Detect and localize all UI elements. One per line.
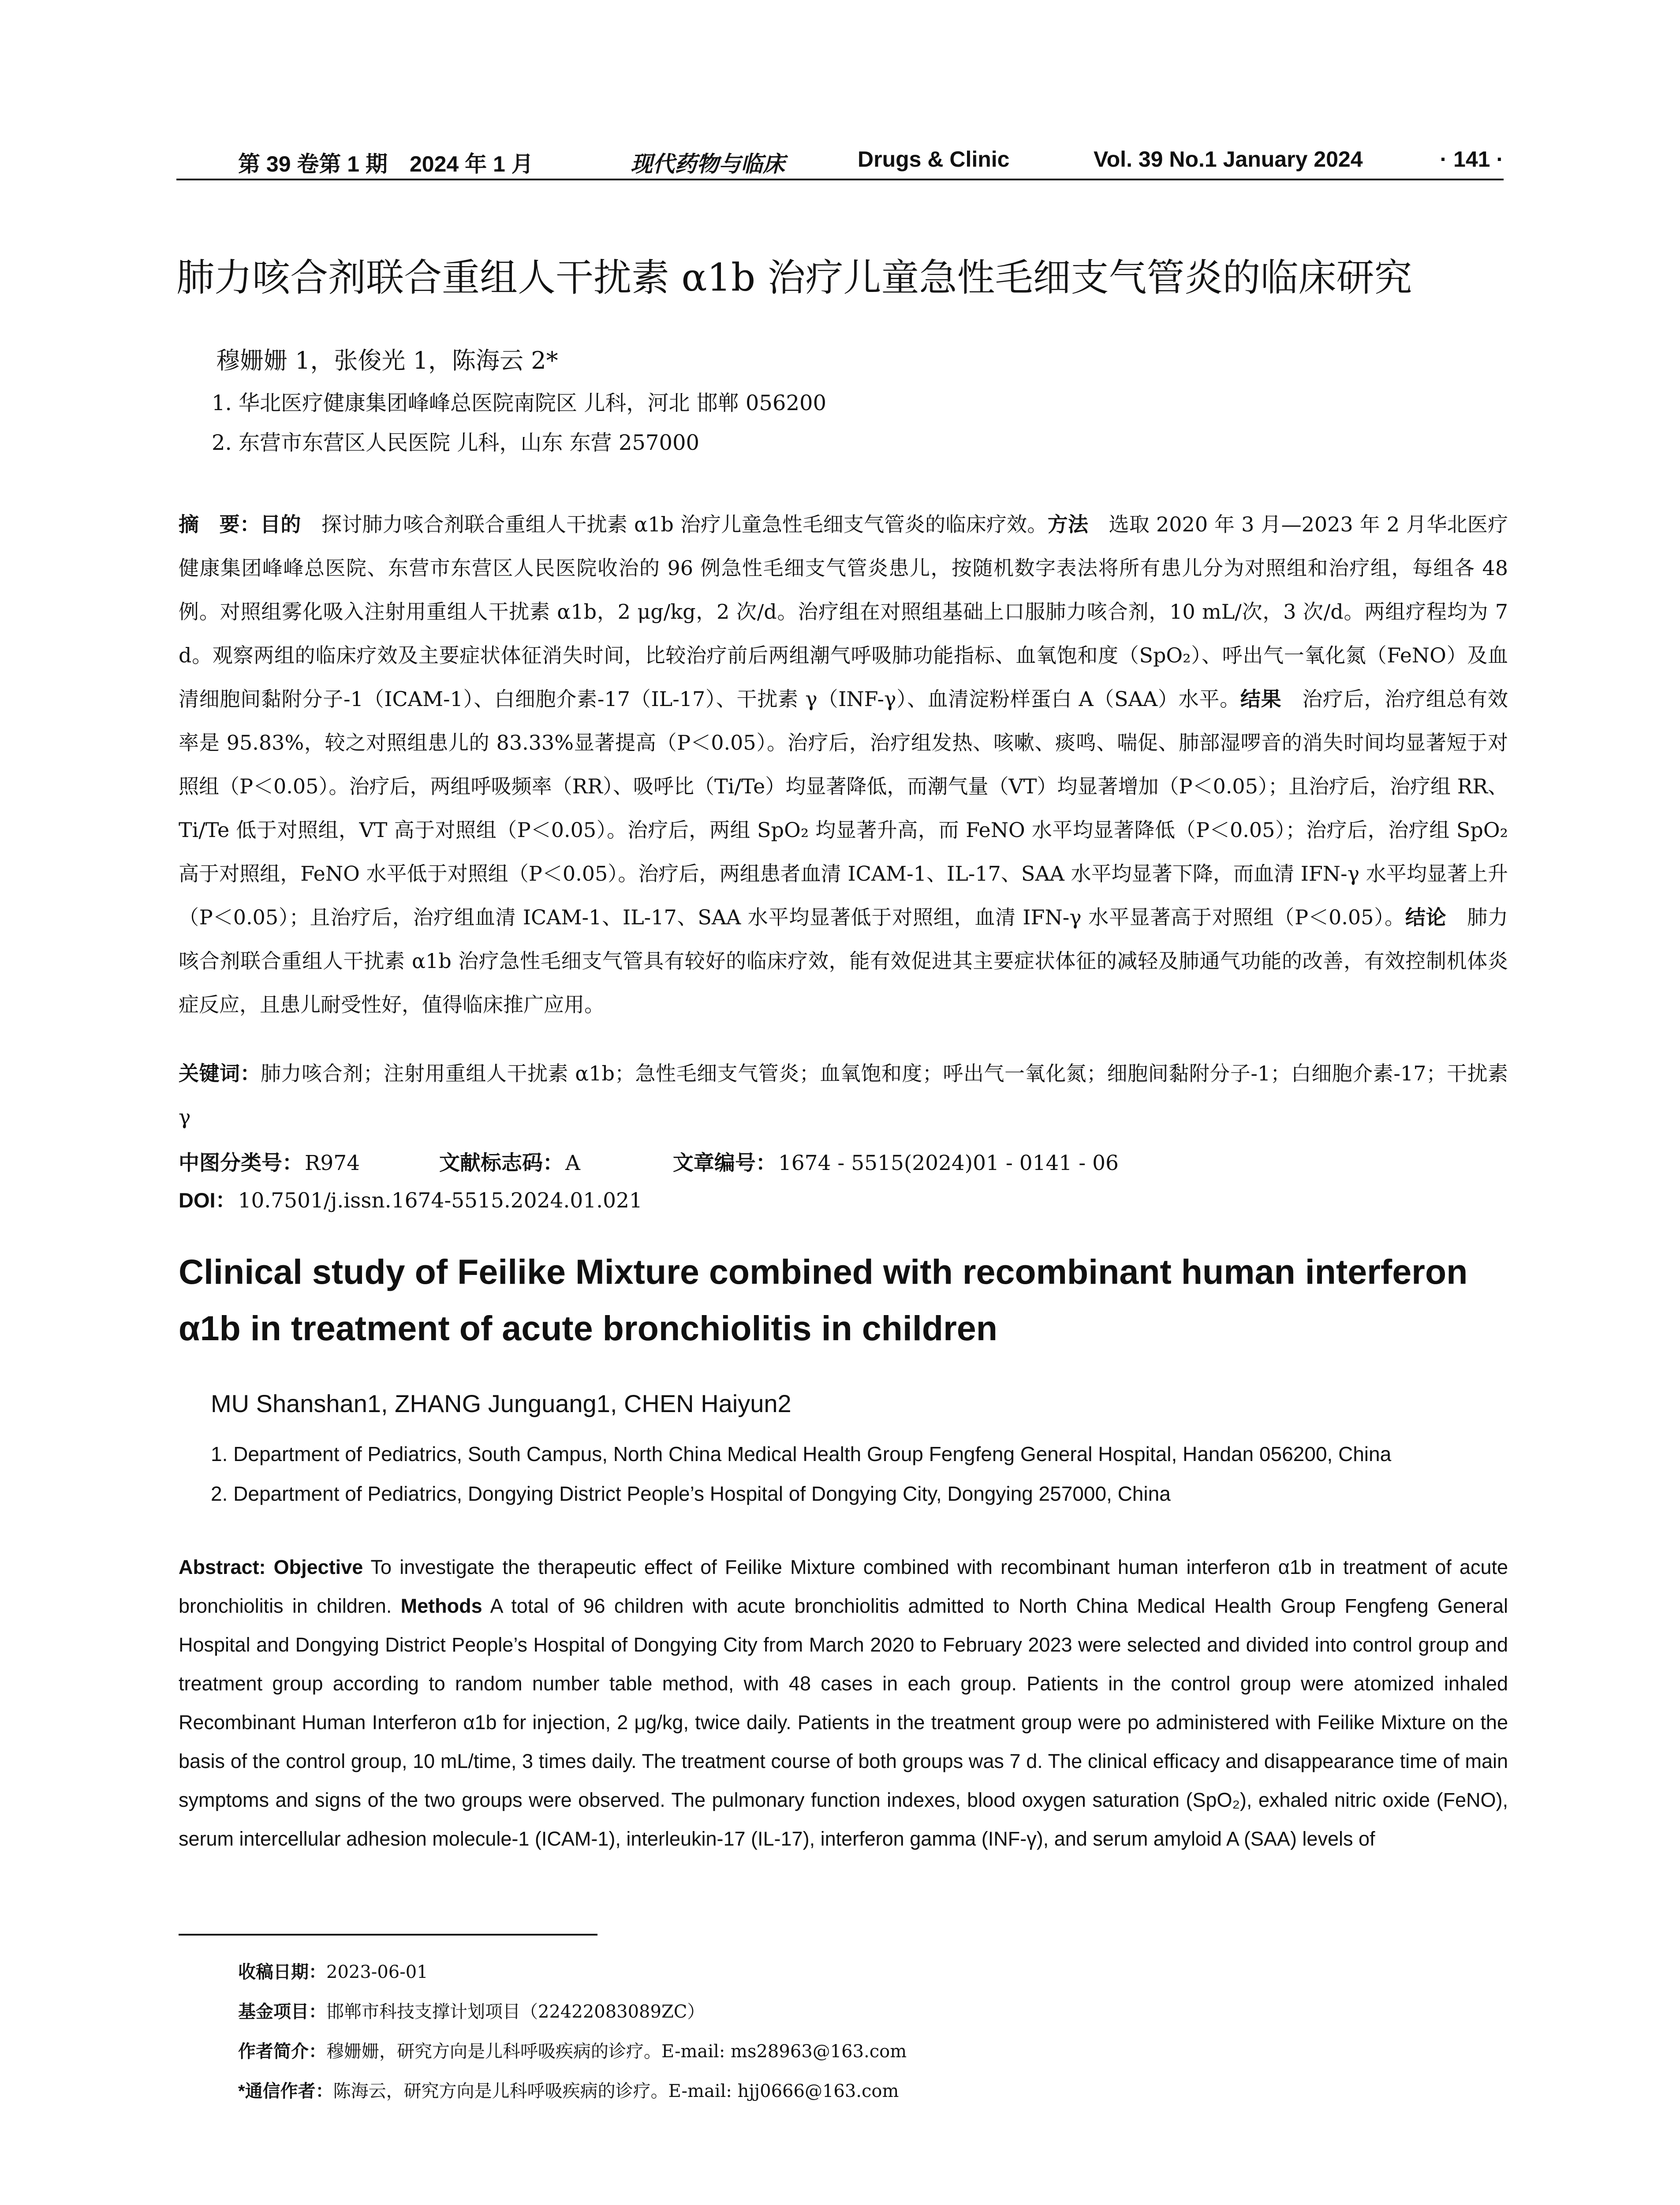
footnote-corresponding-label: *通信作者： — [238, 2082, 333, 2101]
doi-value: 10.7501/j.issn.1674-5515.2024.01.021 — [238, 1188, 642, 1213]
footnote-author-label: 作者简介： — [238, 2042, 326, 2061]
methods-en: A total of 96 children with acute bronchiolitis admitted to North China Medical Health Group Fengfeng General Hospital and Dongying District People’s Hospital of Dongying City from March 2020 to February 2023 were selected and divided into control group and treatment group according to random number table method, with 48 cases in each group. Patients in the control group were atomized inhaled Recombinant Human Interferon α1b for injection, 2 μg/kg, twice daily. Patients in the treatment group were po administered with Feilike Mixture on the basis of the control group, 10 mL/time, 3 times daily. The treatment course of both groups was 7 d. The clinical efficacy and disappearance time of main symptoms and signs of the two groups were observed. The pulmonary function indexes, blood oxygen saturation (SpO₂), exhaled nitric oxide (FeNO), serum intercellular adhesion molecule-1 (ICAM-1), interleukin-17 (IL-17), interferon gamma (INF-γ), and serum amyloid A (SAA) levels of — [179, 1595, 1508, 1850]
footnote-fund — [238, 1998, 705, 2023]
affiliation-en-2: 2. Department of Pediatrics, Dongying District People’s Hospital of Dongying City, Dongying 257000, China — [211, 1482, 1171, 1505]
authors-en: MU Shanshan1, ZHANG Junguang1, CHEN Haiyun2 — [211, 1390, 791, 1417]
clc-label: 中图分类号： — [179, 1151, 303, 1174]
abstract-cn-label: 摘 要： — [179, 513, 261, 536]
footnote-corresponding-text: 陈海云，研究方向是儿科呼吸疾病的诊疗。E-mail: hjj0666@163.com — [333, 2081, 899, 2101]
footnote-corresponding — [238, 2077, 899, 2102]
affiliation-en-1: 1. Department of Pediatrics, South Campus, North China Medical Health Group Fengfeng General Hospital, Handan 056200, China — [211, 1443, 1392, 1465]
keywords-label-cn: 关键词： — [179, 1062, 261, 1085]
header-issue: 第 39 卷第 1 期 2024 年 1 月 — [238, 152, 534, 176]
header-page-number: · 141 · — [1440, 147, 1504, 172]
conclusion-label-cn: 结论 — [1405, 906, 1447, 929]
doi-line — [179, 1184, 642, 1214]
objective-cn: 探讨肺力咳合剂联合重组人干扰素 α1b 治疗儿童急性毛细支气管炎的临床疗效。 — [301, 512, 1048, 536]
doi-label: DOI： — [179, 1188, 236, 1212]
running-header — [176, 141, 1504, 181]
abstract-en-label: Abstract: Objective — [179, 1556, 363, 1578]
header-rule — [176, 179, 1504, 180]
header-volume: Vol. 39 No.1 January 2024 — [1094, 147, 1363, 172]
conclusion-cn: 肺力咳合剂联合重组人干扰素 α1b 治疗急性毛细支气管具有较好的临床疗效，能有效促进其主要症状体征的减轻及肺通气功能的改善，有效控制机体炎症反应，且患儿耐受性好，值得临床推广应用。 — [179, 905, 1508, 1017]
results-label-cn: 结果 — [1240, 688, 1282, 710]
doc-code-label: 文献标志码： — [439, 1151, 564, 1174]
footnote-received — [238, 1958, 428, 1983]
title-en: Clinical study of Feilike Mixture combined with recombinant human interferon α1b in treatment of acute bronchiolitis in children — [179, 1252, 1468, 1348]
footnote-rule — [179, 1934, 597, 1936]
article-number-value: 1674 - 5515(2024)01 - 0141 - 06 — [778, 1151, 1119, 1175]
classification-line — [179, 1147, 1119, 1176]
results-cn: 治疗后，治疗组总有效率是 95.83%，较之对照组患儿的 83.33%显著提高（P＜0.05）。治疗后，治疗组发热、咳嗽、痰鸣、喘促、肺部湿啰音的消失时间均显著短于对照组（P＜0.05）。治疗后，两组呼吸频率（RR）、吸呼比（Ti/Te）均显著降低，而潮气量（VT）均显著增加（P＜0.05）；且治疗后，治疗组 RR、Ti/Te 低于对照组，VT 高于对照组（P＜0.05）。治疗后，两组 SpO₂ 均显著升高，而 FeNO 水平均显著降低（P＜0.05）；治疗后，治疗组 SpO₂ 高于对照组，FeNO 水平低于对照组（P＜0.05）。治疗后，两组患者血清 ICAM-1、IL-17、SAA 水平均显著下降，而血清 IFN-γ 水平均显著上升（P＜0.05）；且治疗后，治疗组血清 ICAM-1、IL-17、SAA 水平均显著低于对照组，血清 IFN-γ 水平显著高于对照组（P＜0.05）。 — [179, 687, 1508, 929]
abstract-en — [179, 1548, 1508, 1858]
title-cn: 肺力咳合剂联合重组人干扰素 α1b 治疗儿童急性毛细支气管炎的临床研究 — [176, 256, 1412, 300]
footnote-received-text: 2023-06-01 — [326, 1962, 428, 1982]
header-journal-cn: 现代药物与临床 — [631, 151, 785, 177]
article-number-label: 文章编号： — [672, 1151, 777, 1174]
doc-code-value: A — [565, 1151, 580, 1175]
methods-label-cn: 方法 — [1047, 513, 1089, 536]
methods-label-en: Methods — [400, 1595, 482, 1617]
footnote-fund-label: 基金项目： — [238, 2002, 326, 2022]
keywords-text-cn: 肺力咳合剂；注射用重组人干扰素 α1b；急性毛细支气管炎；血氧饱和度；呼出气一氧化氮；细胞间黏附分子-1；白细胞介素-17；干扰素 γ — [179, 1061, 1508, 1129]
authors-cn: 穆姗姗 1，张俊光 1，陈海云 2* — [216, 347, 558, 374]
footnote-fund-text: 邯郸市科技支撑计划项目（22422083089ZC） — [326, 2002, 705, 2022]
abstract-cn — [179, 503, 1508, 1027]
objective-label-cn: 目的 — [260, 513, 301, 536]
affiliation-cn-2: 2. 东营市东营区人民医院 儿科，山东 东营 257000 — [212, 430, 700, 455]
clc-value: R974 — [305, 1151, 360, 1175]
keywords-cn — [179, 1052, 1508, 1139]
footnote-author — [238, 2037, 907, 2063]
affiliation-cn-1: 1. 华北医疗健康集团峰峰总医院南院区 儿科，河北 邯郸 056200 — [212, 391, 827, 415]
footnote-author-text: 穆姗姗，研究方向是儿科呼吸疾病的诊疗。E-mail: ms28963@163.com — [326, 2041, 907, 2062]
objective-en: To investigate the therapeutic effect of Feilike Mixture combined with recombinant human interferon α1b in treatment of acute bronchiolitis in children. — [179, 1556, 1508, 1617]
methods-cn: 选取 2020 年 3 月—2023 年 2 月华北医疗健康集团峰峰总医院、东营市东营区人民医院收治的 96 例急性毛细支气管炎患儿，按随机数字表法将所有患儿分为对照组和治疗组，每组各 48 例。对照组雾化吸入注射用重组人干扰素 α1b，2 μg/kg，2 次/d。治疗组在对照组基础上口服肺力咳合剂，10 mL/次，3 次/d。两组疗程均为 7 d。观察两组的临床疗效及主要症状体征消失时间，比较治疗前后两组潮气呼吸肺功能指标、血氧饱和度（SpO₂）、呼出气一氧化氮（FeNO）及血清细胞间黏附分子-1（ICAM-1）、白细胞介素-17（IL-17）、干扰素 γ（INF-γ）、血清淀粉样蛋白 A（SAA）水平。 — [179, 512, 1508, 711]
header-journal-en: Drugs & Clinic — [858, 147, 1010, 172]
footnote-received-label: 收稿日期： — [238, 1962, 326, 1982]
